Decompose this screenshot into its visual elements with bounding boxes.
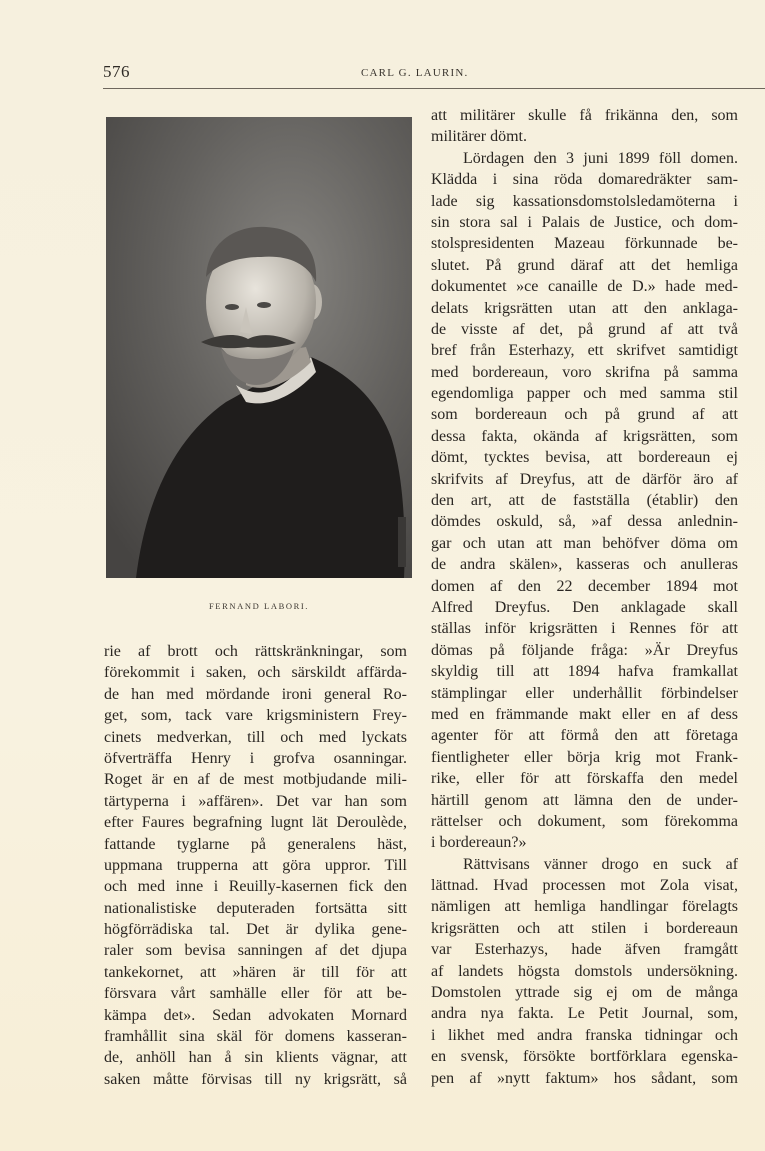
text-line: som bordereaun och på grund af att: [431, 406, 738, 424]
text-line: agenter för att förmå den att företaga: [431, 727, 738, 745]
text-line: nämligen att hemliga handlingar förelagts: [431, 898, 738, 916]
text-line: den art, att de fastställa (établir) den: [431, 492, 738, 510]
text-line: slutet. På grund däraf att det hemliga: [431, 256, 738, 274]
text-line: krigsrätten och att stilen i bordereaun: [431, 919, 738, 937]
text-line: i bordereaun?»: [431, 834, 527, 852]
text-line: dömdes oskuld, så, »af dessa anlednin-: [431, 513, 738, 531]
portrait-photograph: [106, 117, 412, 578]
paragraph-start-line: Rättvisans vänner drogo en suck af: [463, 855, 738, 873]
text-line: öfverträffa Henry i grofva osanningar.: [104, 749, 407, 767]
text-line: tankekornet, att »hären är till för att: [104, 963, 407, 981]
text-line: tärtyperna i »affären». Det var han som: [104, 792, 407, 810]
text-line: raler som bevisa sanningen af det djupa: [104, 942, 407, 960]
running-head: [103, 62, 765, 86]
paragraph-start-line: Lördagen den 3 juni 1899 föll domen.: [463, 149, 738, 167]
text-line: bref från Esterhazy, ett skrifvet samtidigt: [431, 342, 738, 360]
left-text-column: [104, 641, 407, 1090]
portrait-figure-icon: [106, 117, 412, 578]
text-line: kämpa det». Sedan advokaten Mornard: [104, 1006, 407, 1024]
text-line: skrifvits af Dreyfus, att de därför äro af: [431, 470, 738, 488]
text-line: de visste af det, på grund af att två: [431, 320, 738, 338]
text-line: cinets medverkan, till och med lyckats: [104, 728, 407, 746]
text-line: gar och utan att man behöfver döma om: [431, 534, 738, 552]
text-line: domen af den 22 december 1894 mot: [431, 577, 738, 595]
header-rule: [103, 88, 765, 89]
text-line: var Esterhazys, hade äfven framgått: [431, 941, 738, 959]
text-line: saken måtte förvisas till ny krigsrätt, så: [104, 1070, 407, 1088]
text-line: med en främmande makt eller en af dess: [431, 705, 738, 723]
text-line: och med inne i Reuilly-kasernen fick den: [104, 878, 407, 896]
text-line: med bordereaun, voro skrifna på samma: [431, 363, 738, 381]
text-line: förekommit i saken, och särskildt affärda-: [104, 664, 407, 682]
text-line: af landets högsta domstols undersökning.: [431, 962, 738, 980]
text-line: högförrädiska tal. Det är dylika gene-: [104, 921, 407, 939]
text-line: uppmana trupperna att göra uppror. Till: [104, 856, 407, 874]
text-line: dömas på följande fråga: »Är Dreyfus: [431, 641, 738, 659]
text-line: nationalistiske deputeraden fortsätta sitt: [104, 899, 407, 917]
figure-caption: FERNAND LABORI.: [208, 601, 310, 611]
text-line: Roget är en af de mest motbjudande mili-: [104, 771, 407, 789]
page-number: 576: [103, 62, 130, 81]
text-line: Klädda i sina röda domaredräkter sam-: [431, 171, 738, 189]
text-line: i likhet med andra franska tidningar och: [431, 1026, 738, 1044]
text-line: stämplingar eller underhållit förbindelser: [431, 684, 738, 702]
text-line: get, som, tack vare krigsministern Frey-: [104, 707, 407, 725]
text-line: dokumentet »ce canaille de D.» hade med-: [431, 278, 738, 296]
text-line: rättelser och dokument, som förekomma: [431, 812, 738, 830]
text-line: försvara vårt samhälle eller för att be-: [104, 985, 407, 1003]
text-line: dessa fakta, okända af krigsrätten, som: [431, 427, 738, 445]
text-line: rie af brott och rättskränkningar, som: [104, 643, 407, 660]
text-line: militärer dömt.: [431, 128, 527, 146]
text-line: lade sig kassationsdomstolsledamöterna i: [431, 192, 738, 210]
text-line: rike, eller för att förskaffa den medel: [431, 770, 738, 788]
text-line: lättnad. Hvad processen mot Zola visat,: [431, 877, 738, 895]
text-line: dömt, tycktes bevisa, att bordereaun ej: [431, 449, 738, 467]
text-line: pen af »nytt faktum» hos sådant, som: [431, 1069, 738, 1087]
text-line: stolspresidenten Mazeau förkunnade be-: [431, 235, 738, 253]
text-line: fattande tyglarne på generalens häst,: [104, 835, 407, 853]
text-line: ställas inför krigsrätten i Rennes för att: [431, 620, 738, 638]
text-line: Domstolen yttrade sig ej om de många: [431, 984, 738, 1002]
text-line: andra nya fakta. Le Petit Journal, som,: [431, 1005, 738, 1023]
text-line: de, anhöll han å sin klients vägnar, att: [104, 1049, 407, 1067]
text-line: sin stora sal i Palais de Justice, och dom-: [431, 213, 738, 231]
text-line: delats krigsrätten utan att den anklaga-: [431, 299, 738, 317]
text-line: de andra skälen», kasseras och anulleras: [431, 556, 738, 574]
running-title: CARL G. LAURIN.: [361, 67, 469, 79]
right-text-column: [431, 105, 738, 1089]
text-line: framhållit sina skäl för domens kasseran-: [104, 1028, 407, 1046]
text-line: egendomliga papper och med samma stil: [431, 385, 738, 403]
text-line: fientligheter eller börja krig mot Frank-: [431, 748, 738, 766]
text-line: skyldig till att 1894 hafva framkallat: [431, 663, 738, 681]
text-line: en svensk, försökte bortförklara egenska-: [431, 1048, 738, 1066]
text-line: att militärer skulle få frikänna den, som: [431, 107, 738, 124]
text-line: Alfred Dreyfus. Den anklagade skall: [431, 598, 738, 616]
text-line: de han med mördande ironi general Ro-: [104, 685, 407, 703]
text-line: efter Faures begrafning lugnt lät Deroulède,: [104, 814, 407, 832]
text-line: härtill genom att lämna den de under-: [431, 791, 738, 809]
